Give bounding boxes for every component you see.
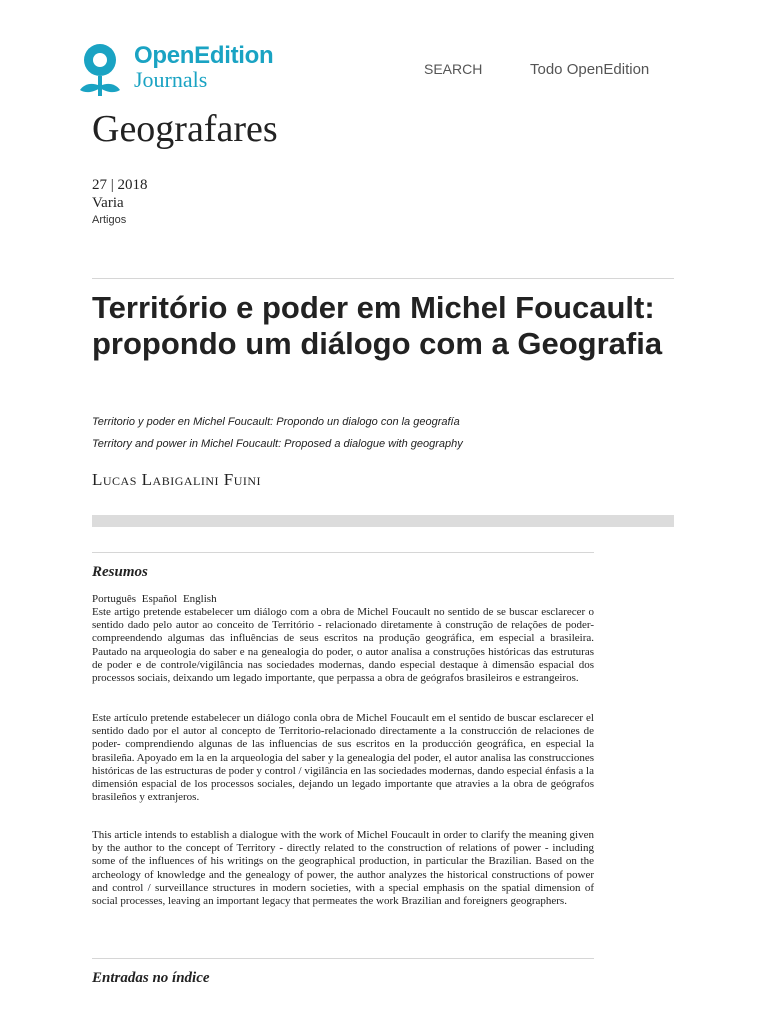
entradas-heading: Entradas no índice <box>92 970 210 986</box>
all-openedition-link[interactable]: Todo OpenEdition <box>530 61 650 78</box>
issue-section[interactable]: Varia <box>92 195 124 211</box>
search-link[interactable]: SEARCH <box>424 61 483 77</box>
lang-es[interactable]: Español <box>141 593 178 605</box>
lang-en[interactable]: English <box>182 593 217 605</box>
author-link[interactable]: Lucas Labigalini Fuini <box>92 470 262 489</box>
issue-number[interactable]: 27 | 2018 <box>92 177 148 193</box>
article-title-es: Territorio y poder en Michel Foucault: Propondo un dialogo con la geografía <box>92 416 460 428</box>
divider <box>92 552 594 553</box>
site-header <box>0 0 768 110</box>
openedition-flower-icon <box>76 42 126 100</box>
language-switcher <box>92 593 220 605</box>
article-title-en: Territory and power in Michel Foucault: Proposed a dialogue with geography <box>92 438 463 450</box>
divider <box>92 958 594 959</box>
lang-pt[interactable]: Português <box>92 593 136 605</box>
openedition-logo[interactable] <box>76 42 306 102</box>
brand-sub: Journals <box>134 67 208 92</box>
article-title: Território e poder em Michel Foucault: propondo um diálogo com a Geografia <box>92 290 663 361</box>
article-type: Artigos <box>92 214 127 226</box>
abstract-en: This article intends to establish a dialogue with the work of Michel Foucault in order to clarify the meaning given by the author to the concept of Territory - directly related to the construction of relations of power - including some of the influences of his writings on the geographical production, in particular the Brazilian. Based on the archeology of knowledge and the genealogy of power, the author analyzes the historical constructions of power and control / surveillance structures in modern societies, with a special emphasis on the spatial dimension of social processes, leaving an important legacy that permeates the work Brazilian and foreigners geographers. <box>92 829 594 908</box>
journal-title[interactable]: Geografares <box>92 108 278 150</box>
divider <box>92 278 674 279</box>
abstract-es: Este artículo pretende estabelecer un diálogo conla obra de Michel Foucault em el sentido de buscar esclarecer el sentido dado por el autor al concepto de Territorio-relacionado directamente a la construcción de relaciones de poder- comprendiendo algunas de las influencias de sus escritos en la producción geográfica, en especial la brasileña. Apoyado em la en la arqueologia del saber y la genealogia del poder, el autor analisa las construcciones históricas de las estructuras de poder y control / vigilância en las sociedades modernas, dando especial énfasis a la dimensión espacial de los processos sociales, dejando un legado importante que atravies a la obra de geógrafos brasileños y extranjeros. <box>92 712 594 804</box>
brand-name: OpenEdition <box>134 42 274 69</box>
resumos-heading: Resumos <box>92 564 148 580</box>
toolbar-bar <box>92 515 674 527</box>
abstract-pt: Este artigo pretende estabelecer um diálogo com a obra de Michel Foucault no sentido de se buscar esclarecer o sentido dado pelo autor ao conceito de Território - relacionado diretamente à construção de relações de poder- compreendendo algumas das influências de seus escritos na produção geográfica, em especial a brasileira. Pautado na arqueologia do saber e na genealogia do poder, o autor analisa a construções históricas das estruturas de poder e de controle/vigilância nas sociedades modernas, dando especial destaque à dimensão espacial dos processos sociais, deixando um legado importante, que perpassa a obra de geógrafos brasileiros e estrangeiros. <box>92 606 594 685</box>
